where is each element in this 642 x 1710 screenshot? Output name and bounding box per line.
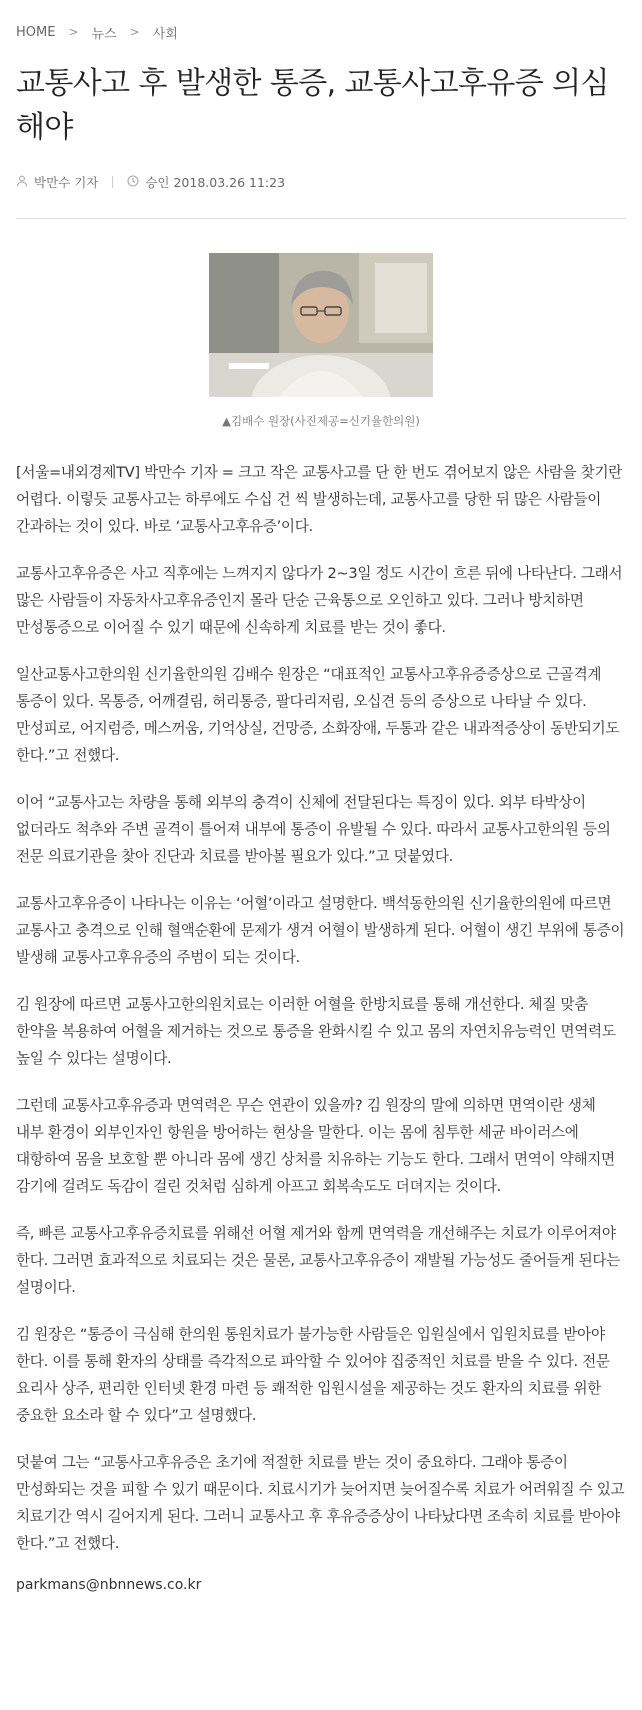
clock-icon	[127, 175, 139, 190]
paragraph: 즉, 빠른 교통사고후유증치료를 위해선 어혈 제거와 함께 면역력을 개선해주는 치료가 이루어져야 한다. 그러면 효과적으로 치료되는 것은 물론, 교통사고후유증이 재발될 가능성도 줄어들게 된다는 설명이다.	[16, 1225, 620, 1296]
photo-figure	[16, 253, 626, 429]
breadcrumb	[16, 22, 626, 42]
approved-date: 승인 2018.03.26 11:23	[145, 175, 286, 190]
meta-divider	[112, 176, 113, 188]
paragraph: 이어 “교통사고는 차량을 통해 외부의 충격이 신체에 전달된다는 특징이 있다. 외부 타박상이 없더라도 척추와 주변 골격이 틀어져 내부에 통증이 유발될 수 있다. 따라서 교통사고한의원 등의 전문 의료기관을 찾아 진단과 치료를 받아볼 필요가 있다.”고 덧붙였다.	[16, 794, 611, 865]
article-page	[0, 22, 642, 1593]
paragraph: 일산교통사고한의원 신기율한의원 김배수 원장은 “대표적인 교통사고후유증증상으로 근골격계 통증이 있다. 목통증, 어깨결림, 허리통증, 팔다리저림, 오십견 등의 증상으로 나타날 수 있다. 만성피로, 어지럼증, 메스꺼움, 기억상실, 건망증, 소화장애, 두통과 같은 내과적증상이 동반되기도 한다.”고 전했다.	[16, 666, 620, 764]
breadcrumb-home[interactable]: HOME	[16, 24, 56, 40]
paragraph: 그런데 교통사고후유증과 면역력은 무슨 연관이 있을까? 김 원장의 말에 의하면 면역이란 생체 내부 환경이 외부인자인 항원을 방어하는 현상을 말한다. 이는 몸에 침투한 세균 바이러스에 대항하여 몸을 보호할 뿐 아니라 몸에 생긴 상처를 치유하는 기능도 한다. 그래서 면역이 약해지면 감기에 걸려도 독감이 걸린 것처럼 심하게 아프고 회복속도도 더뎌지는 것이다.	[16, 1097, 615, 1195]
breadcrumb-society[interactable]: 사회	[152, 26, 178, 42]
paragraph: 교통사고후유증이 나타나는 이유는 ‘어혈’이라고 설명한다. 백석동한의원 신기율한의원에 따르면 교통사고 충격으로 인해 혈액순환에 문제가 생겨 어혈이 발생하게 된다. 어혈이 생긴 부위에 통증이 발생해 교통사고후유증의 주범이 되는 것이다.	[16, 895, 625, 966]
author-name[interactable]: 박만수 기자	[34, 175, 99, 190]
paragraph: [서울=내외경제TV] 박만수 기자 = 크고 작은 교통사고를 단 한 번도 겪어보지 않은 사람을 찾기란 어렵다. 이렇듯 교통사고는 하루에도 수십 건 씩 발생하는데, 교통사고를 당한 뒤 많은 사람들이 간과하는 것이 있다. 바로 ‘교통사고후유증’이다.	[16, 464, 623, 535]
breadcrumb-news[interactable]: 뉴스	[91, 26, 117, 42]
article-meta	[16, 172, 626, 192]
article-title: 교통사고 후 발생한 통증, 교통사고후유증 의심해야	[16, 66, 609, 145]
user-icon	[16, 175, 28, 190]
article-body	[16, 459, 626, 1557]
header-divider	[16, 218, 626, 219]
reporter-email[interactable]: parkmans@nbnnews.co.kr	[16, 1577, 202, 1593]
chevron-right-icon: >	[129, 25, 140, 39]
paragraph: 김 원장은 “통증이 극심해 한의원 통원치료가 불가능한 사람들은 입원실에서 입원치료를 받아야 한다. 이를 통해 환자의 상태를 즉각적으로 파악할 수 있어야 집중적인 치료를 받을 수 있다. 전문 요리사 상주, 편리한 인터넷 환경 마련 등 쾌적한 입원시설을 제공하는 것도 환자의 치료를 위한 중요한 요소라 할 수 있다”고 설명했다.	[16, 1326, 610, 1424]
chevron-right-icon: >	[68, 25, 79, 39]
doctor-photo	[209, 253, 433, 397]
paragraph: 교통사고후유증은 사고 직후에는 느껴지지 않다가 2~3일 정도 시간이 흐른 뒤에 나타난다. 그래서 많은 사람들이 자동차사고후유증인지 몰라 단순 근육통으로 오인하고 있다. 그러나 방치하면 만성통증으로 이어질 수 있기 때문에 신속하게 치료를 받는 것이 좋다.	[16, 565, 623, 636]
paragraph: 덧붙여 그는 “교통사고후유증은 초기에 적절한 치료를 받는 것이 중요하다. 그래야 통증이 만성화되는 것을 피할 수 있기 때문이다. 치료시기가 늦어지면 늦어질수록 치료가 어려워질 수 있고 치료기간 역시 길어지게 된다. 그러니 교통사고 후 후유증증상이 나타났다면 조속히 치료를 받아야 한다.”고 전했다.	[16, 1454, 625, 1552]
paragraph: 김 원장에 따르면 교통사고한의원치료는 이러한 어혈을 한방치료를 통해 개선한다. 체질 맞춤 한약을 복용하여 어혈을 제거하는 것으로 통증을 완화시킬 수 있고 몸의 자연치유능력인 면역력도 높일 수 있다는 설명이다.	[16, 996, 616, 1067]
photo-caption: ▲김배수 원장(사진제공=신기율한의원)	[222, 414, 420, 428]
